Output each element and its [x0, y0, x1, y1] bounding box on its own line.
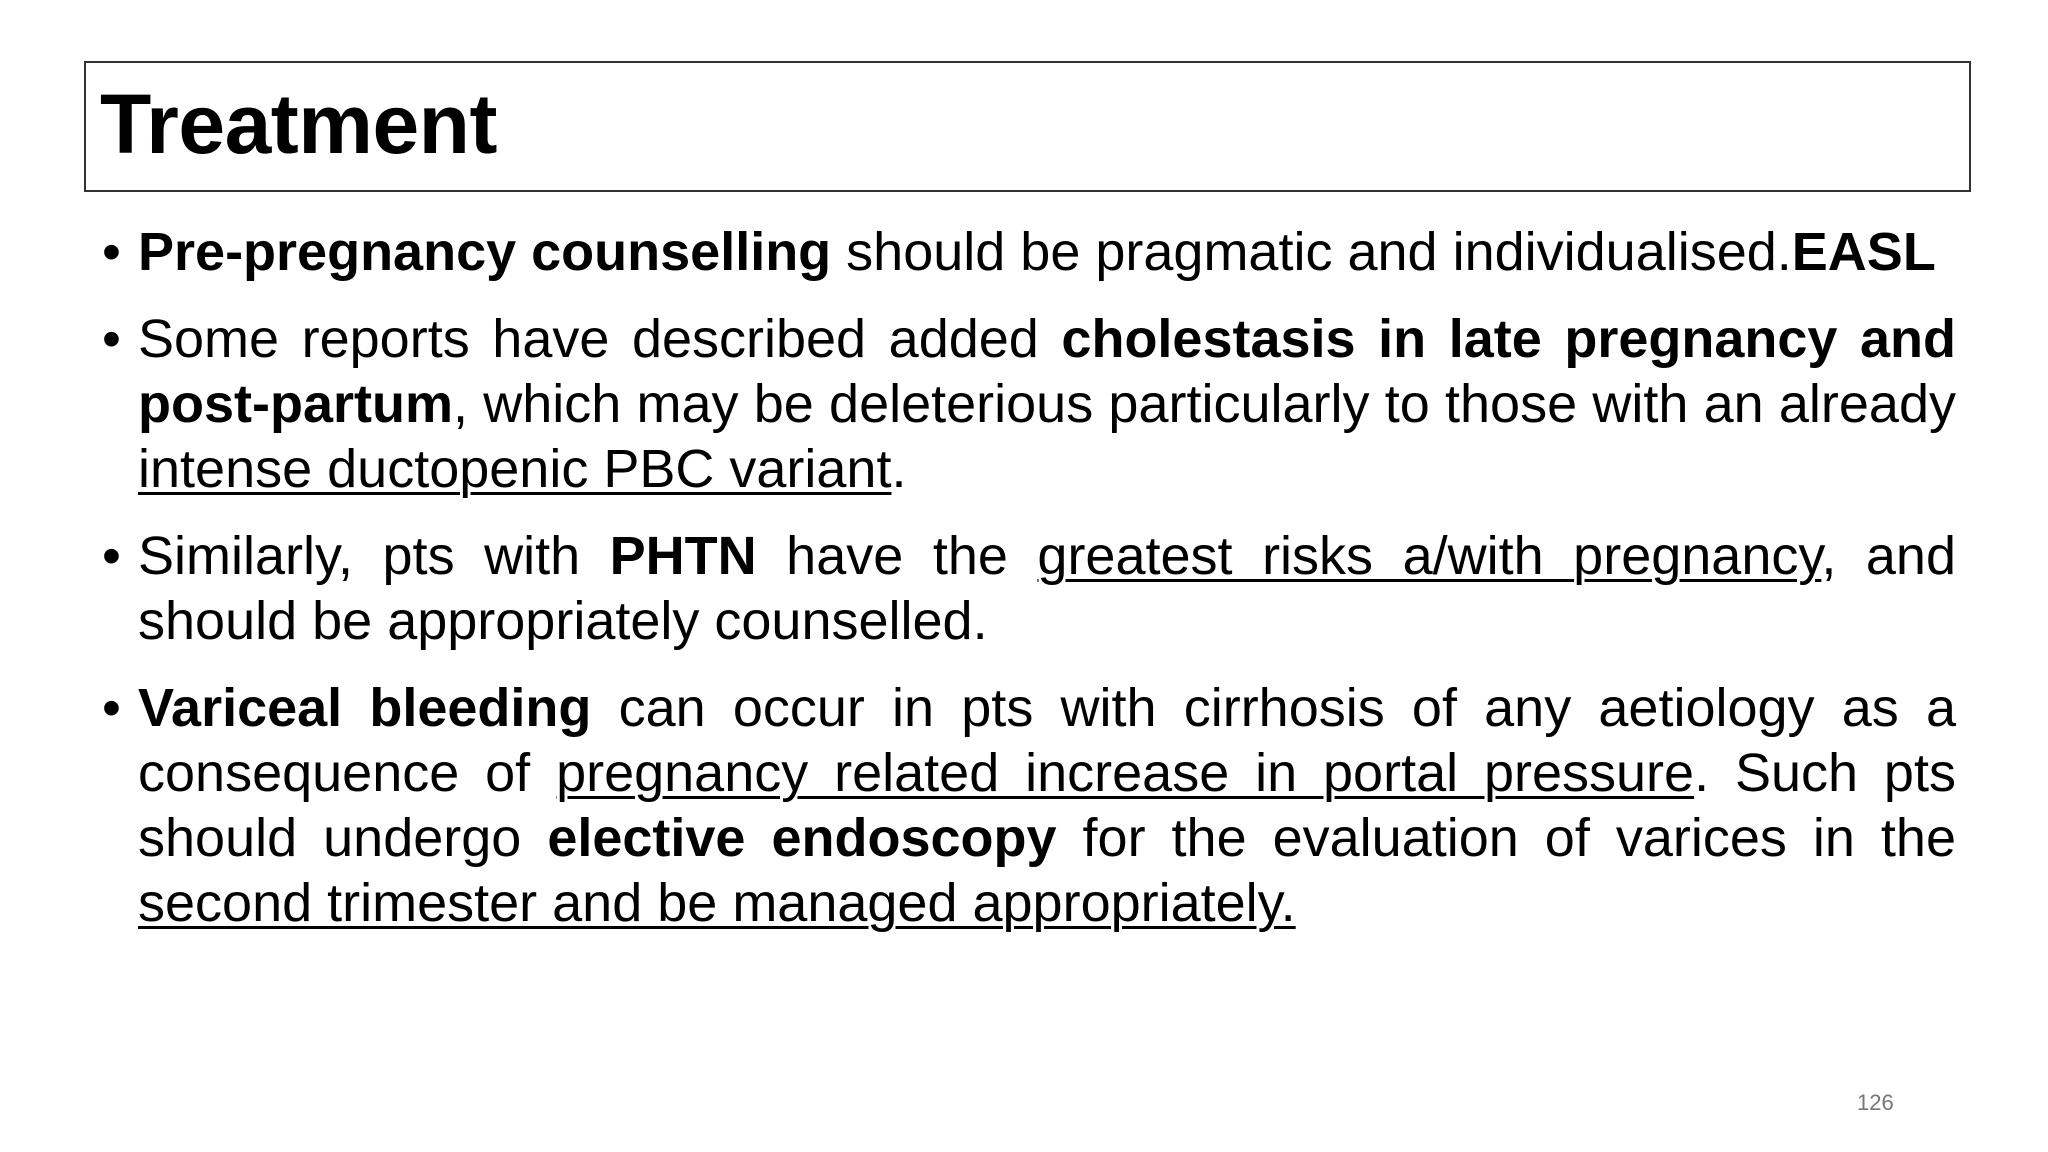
text-run: second trimester and be managed appropriately. [138, 873, 1296, 933]
slide-title: Treatment [100, 77, 497, 171]
bullet-text [138, 220, 1956, 285]
text-run: . [891, 439, 907, 499]
text-run: elective endoscopy [547, 808, 1057, 868]
text-run: Variceal bleeding [138, 678, 592, 738]
bullet-dot-icon: • [102, 222, 121, 282]
text-run: EASL [1791, 222, 1936, 282]
text-run: , and should be appropriately counselled. [138, 526, 1956, 651]
bullet-item [98, 307, 1956, 502]
bullet-text [138, 524, 1956, 654]
text-run: have the [756, 526, 1038, 586]
bullet-list [98, 220, 1956, 958]
text-run: pregnancy related increase in portal pressure [556, 743, 1695, 803]
title-box [84, 61, 1971, 192]
text-run: , which may be deleterious particularly to those with an already [452, 374, 1956, 434]
text-run: . Such pts should undergo [138, 743, 1956, 868]
text-run: Pre-pregnancy counselling [138, 222, 832, 282]
bullet-text [138, 307, 1956, 502]
text-run: can occur in pts with cirrhosis of any aetiology as a consequence of [138, 678, 1956, 803]
bullet-item [98, 676, 1956, 936]
page-number: 126 [1857, 1090, 1894, 1115]
text-run: Some reports have described added [138, 309, 1062, 369]
bullet-item [98, 524, 1956, 654]
bullet-dot-icon: • [102, 526, 121, 586]
bullet-dot-icon: • [102, 309, 121, 369]
bullet-text [138, 676, 1956, 936]
text-run: should be pragmatic and individualised. [831, 222, 1792, 282]
bullet-item [98, 220, 1956, 285]
text-run: cholestasis in late pregnancy and post-partum [138, 309, 1957, 434]
text-run: Similarly, pts with [138, 526, 610, 586]
text-run: PHTN [609, 526, 757, 586]
bullet-dot-icon: • [102, 678, 121, 738]
text-run: for the evaluation of varices in the [1056, 808, 1956, 868]
text-run: greatest risks a/with pregnancy [1037, 526, 1822, 586]
text-run: intense ductopenic PBC variant [138, 439, 892, 499]
